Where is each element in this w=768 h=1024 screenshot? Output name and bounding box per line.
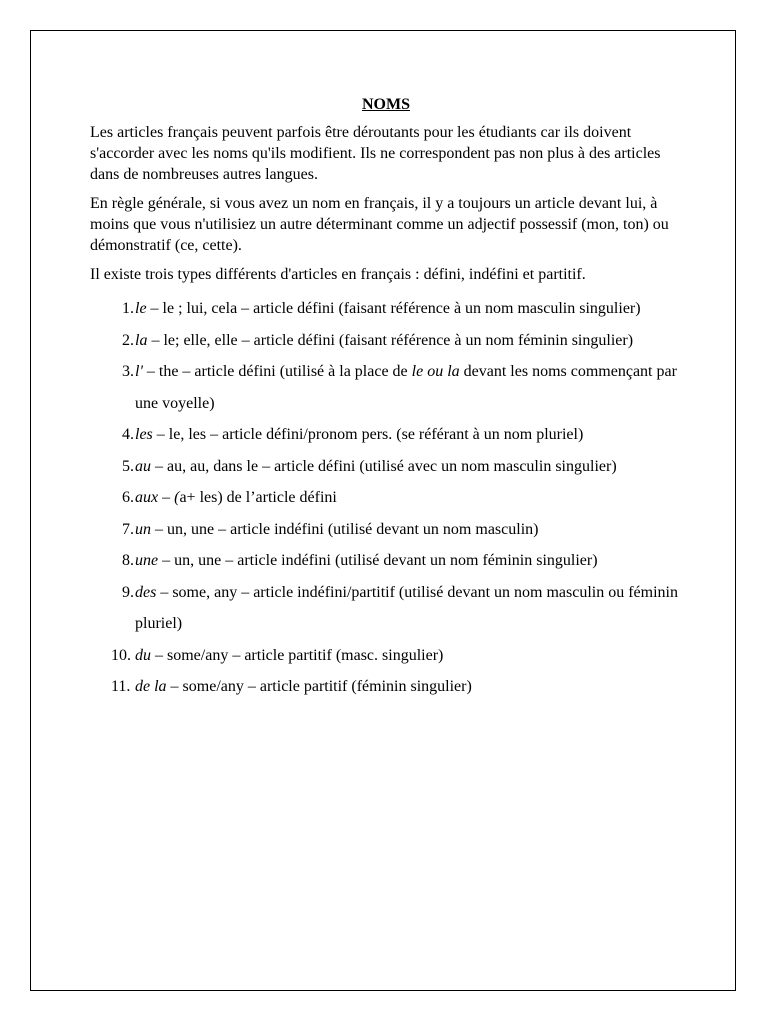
list-number: 2.	[122, 331, 134, 349]
list-item	[90, 419, 682, 451]
article-term: aux – (	[135, 489, 180, 506]
article-term: de la	[135, 678, 167, 695]
article-term: au	[135, 457, 151, 475]
list-item	[90, 325, 682, 357]
list-item	[90, 482, 682, 514]
list-item	[90, 356, 682, 419]
article-description: – some/any – article partitif (féminin singulier)	[166, 678, 472, 695]
articles-list	[90, 293, 682, 703]
paragraph-types: Il existe trois types différents d'articles en français : défini, indéfini et partitif.	[90, 266, 586, 283]
article-term: du	[135, 646, 151, 664]
list-item	[90, 545, 682, 577]
article-term: un	[135, 520, 151, 538]
article-description: – le, les – article défini/pronom pers. (se référant à un nom pluriel)	[152, 426, 584, 443]
list-number: 5.	[122, 457, 134, 475]
list-item	[90, 671, 682, 703]
article-description: – un, une – article indéfini (utilisé devant un nom féminin singulier)	[158, 552, 598, 569]
list-item	[90, 451, 682, 483]
article-term: les	[135, 426, 153, 443]
list-number: 7.	[122, 520, 134, 538]
document-title: NOMS	[362, 96, 410, 113]
list-item	[90, 577, 682, 640]
article-description-start: – the – article défini (utilisé à la place de	[142, 363, 412, 380]
list-number: 1.	[122, 300, 134, 317]
list-item	[90, 293, 682, 325]
article-term: une	[135, 552, 159, 569]
article-description: – le; elle, elle – article défini (faisant référence à un nom féminin singulier)	[147, 331, 634, 349]
list-number: 4.	[122, 426, 134, 443]
list-number: 6.	[122, 489, 134, 506]
article-term: la	[135, 331, 148, 349]
article-description: – au, au, dans le – article défini (utilisé avec un nom masculin singulier)	[151, 457, 617, 475]
paragraph-rule: En règle générale, si vous avez un nom en français, il y a toujours un article devant lui, à moins que vous n'utilisiez un autre déterminant comme un adjectif possessif (mon, ton) ou démonstratif (ce, cette).	[90, 195, 669, 254]
list-number: 11.	[111, 678, 131, 695]
article-description: – some/any – article partitif (masc. singulier)	[151, 646, 444, 664]
paragraph-intro: Les articles français peuvent parfois être déroutants pour les étudiants car ils doivent s'accorder avec les noms qu'ils modifient. Ils ne correspondent pas non plus à des articles dans de nombreuses autres langues.	[90, 124, 661, 183]
list-item	[90, 640, 682, 672]
article-description: – some, any – article indéfini/partitif (utilisé devant un nom masculin ou féminin pluriel)	[135, 583, 678, 632]
document-content	[90, 94, 682, 703]
article-description: devant les noms commençant par une voyelle)	[135, 363, 677, 412]
list-number: 10.	[111, 646, 131, 664]
list-number: 3.	[122, 363, 134, 380]
list-number: 8.	[122, 552, 134, 569]
list-number: 9.	[122, 583, 134, 601]
article-description: a+ les) de l’article défini	[179, 489, 337, 506]
list-item	[90, 514, 682, 546]
article-description: – un, une – article indéfini (utilisé devant un nom masculin)	[151, 520, 539, 538]
document-page	[30, 30, 736, 991]
article-term: des	[135, 583, 157, 601]
article-description: – le ; lui, cela – article défini (faisant référence à un nom masculin singulier)	[146, 300, 641, 317]
article-term-inline: le ou la	[411, 363, 460, 380]
article-term: le	[135, 300, 147, 317]
article-term: l'	[135, 363, 143, 380]
